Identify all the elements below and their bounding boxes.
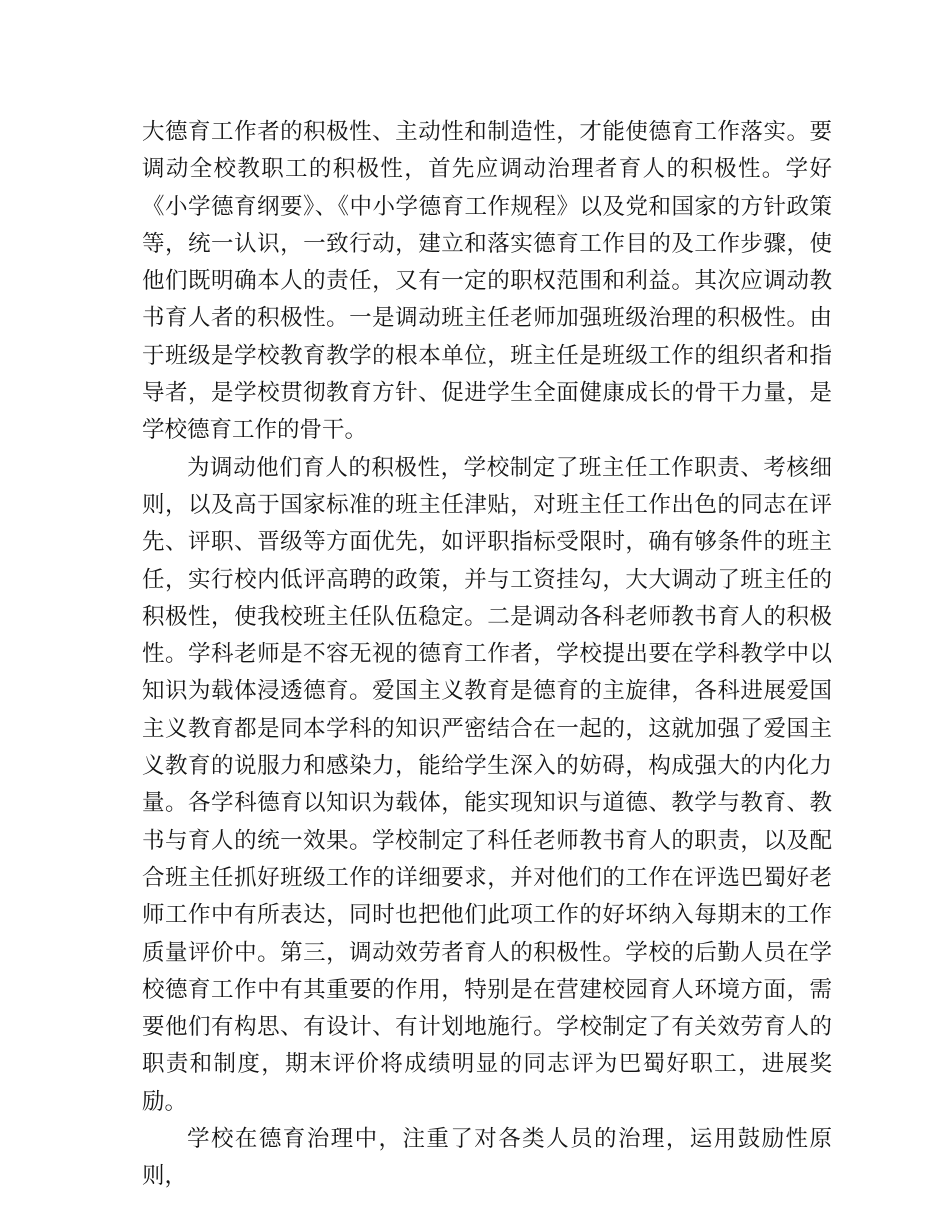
paragraph-3: 学校在德育治理中，注重了对各类人员的治理，运用鼓励性原则，: [142, 1126, 832, 1190]
paragraph-2: 为调动他们育人的积极性，学校制定了班主任工作职责、考核细则，以及高于国家标准的班主任津贴，对班主任工作出色的同志在评先、评职、晋级等方面优先，如评职指标受限时，确有够条件的班主任，实行校内低评高聘的政策，并与工资挂勾，大大调动了班主任的积极性，使我校班主任队伍稳定。二是调动各科老师教书育人的积极性。学科老师是不容无视的德育工作者，学校提出要在学科教学中以知识为载体浸透德育。爱国主义教育是德育的主旋律，各科进展爱国主义教育都是同本学科的知识严密结合在一起的，这就加强了爱国主义教育的说服力和感染力，能给学生深入的妨碍，构成强大的内化力量。各学科德育以知识为载体，能实现知识与道德、教学与教育、教书与育人的统一效果。学校制定了科任老师教书育人的职责，以及配合班主任抓好班级工作的详细要求，并对他们的工作在评选巴蜀好老师工作中有所表达，同时也把他们此项工作的好坏纳入每期末的工作质量评价中。第三，调动效劳者育人的积极性。学校的后勤人员在学校德育工作中有其重要的作用，特别是在营建校园育人环境方面，需要他们有构思、有设计、有计划地施行。学校制定了有关效劳育人的职责和制度，期末评价将成绩明显的同志评为巴蜀好职工，进展奖励。: [142, 454, 832, 1115]
document-page: [142, 114, 832, 1196]
paragraph-1: 大德育工作者的积极性、主动性和制造性，才能使德育工作落实。要调动全校教职工的积极性，首先应调动治理者育人的积极性。学好《小学德育纲要》、《中小学德育工作规程》以及党和国家的方针政策等，统一认识，一致行动，建立和落实德育工作目的及工作步骤，使他们既明确本人的责任，又有一定的职权范围和利益。其次应调动教书育人者的积极性。一是调动班主任老师加强班级治理的积极性。由于班级是学校教育教学的根本单位，班主任是班级工作的组织者和指导者，是学校贯彻教育方针、促进学生全面健康成长的骨干力量，是学校德育工作的骨干。: [142, 119, 832, 444]
